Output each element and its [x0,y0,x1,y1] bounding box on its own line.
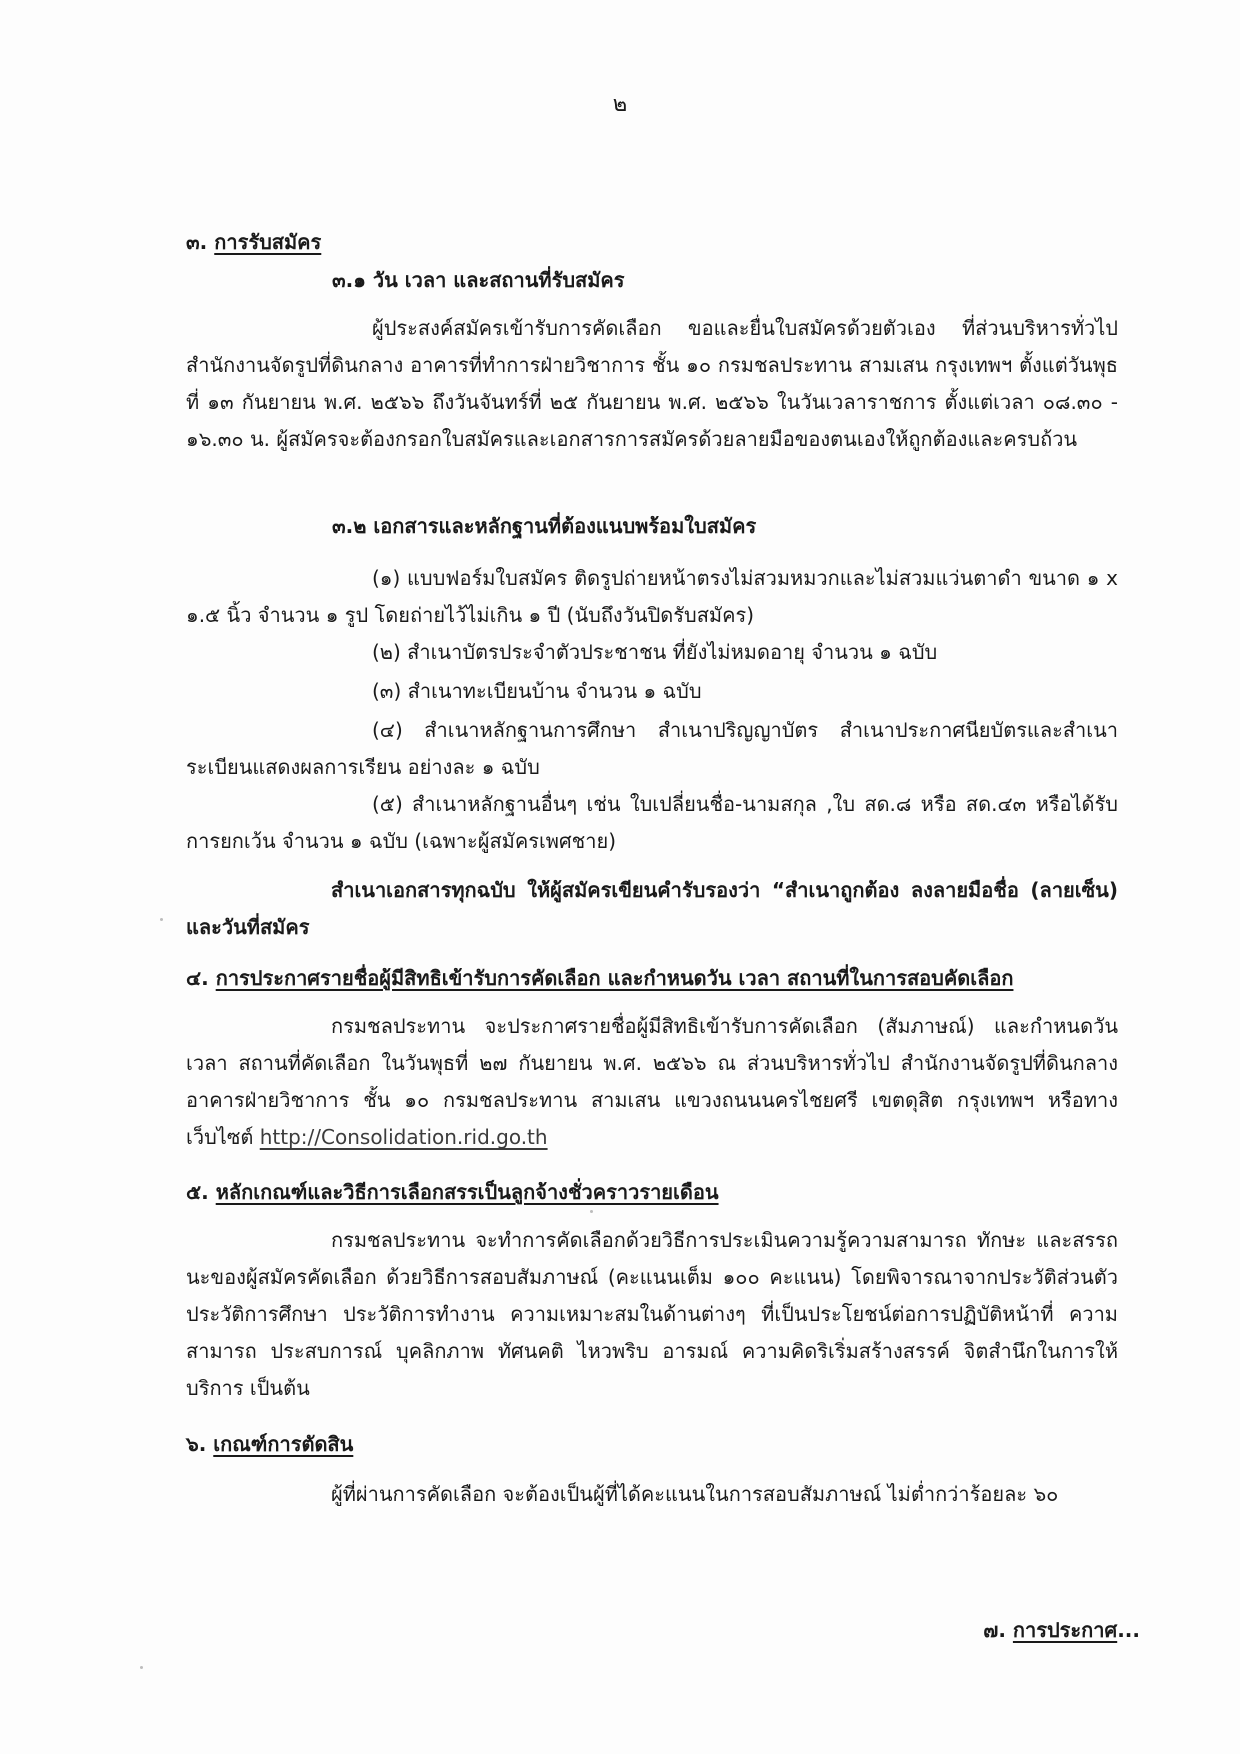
section-5-number: ๕. [186,1180,209,1204]
section-5-body: กรมชลประทาน จะทำการคัดเลือกด้วยวิธีการประเมินความรู้ความสามารถ ทักษะ และสรรถนะของผู้สมัครคัดเลือก ด้วยวิธีการสอบสัมภาษณ์ (คะแนนเต็ม ๑๐๐ คะแนน) โดยพิจารณาจากประวัติส่วนตัว ประวัติการศึกษา ประวัติการทำงาน ความเหมาะสมในด้านต่างๆ ที่เป็นประโยชน์ต่อการปฏิบัติหน้าที่ ความสามารถ ประสบการณ์ บุคลิกภาพ ทัศนคติ ไหวพริบ อารมณ์ ความคิดริเริ่มสร้างสรรค์ จิตสำนึกในการให้บริการ เป็นต้น [186,1228,1119,1400]
section-4-body [186,1008,1118,1156]
scan-speck [160,918,163,921]
doc-item-1: (๑) แบบฟอร์มใบสมัคร ติดรูปถ่ายหน้าตรงไม่สวมหมวกและไม่สวมแว่นตาดำ ขนาด ๑ x ๑.๕ นิ้ว จำนวน ๑ รูป โดยถ่ายไว้ไม่เกิน ๑ ปี (นับถึงวันปิดรับสมัคร) [186,566,1119,627]
section-6-heading [186,1426,686,1463]
scan-speck [590,1210,593,1213]
doc-item-4: (๔) สำเนาหลักฐานการศึกษา สำเนาปริญญาบัตร สำเนาประกาศนียบัตรและสำเนาระเบียนแสดงผลการเรียน อย่างละ ๑ ฉบับ [186,718,1118,779]
section-3-title: การรับสมัคร [214,230,322,254]
continuation-number: ๗. [983,1618,1006,1642]
section-6-title: เกณฑ์การตัดสิน [213,1432,354,1456]
section-3-1-title: ๓.๑ วัน เวลา และสถานที่รับสมัคร [332,268,625,292]
continuation-label: การประกาศ [1012,1618,1118,1642]
continuation-marker [900,1612,1140,1649]
scan-speck [140,1666,143,1669]
section-4-number: ๔. [186,966,209,990]
section-4-text: กรมชลประทาน จะประกาศรายชื่อผู้มีสิทธิเข้ารับการคัดเลือก (สัมภาษณ์) และกำหนดวัน เวลา สถานที่คัดเลือก ในวันพุธที่ ๒๗ กันยายน พ.ศ. ๒๕๖๖ ณ ส่วนบริหารทั่วไป สำนักงานจัดรูปที่ดินกลาง อาคารฝ่ายวิชาการ ชั้น ๑๐ กรมชลประทาน สามเสน แขวงถนนนครไชยศรี เขตดุสิต กรุงเทพฯ หรือทางเว็บไซต์ [186,1014,1118,1149]
doc-item-3: (๓) สำเนาทะเบียนบ้าน จำนวน ๑ ฉบับ [372,679,702,703]
website-link[interactable]: http://Consolidation.rid.go.th [259,1125,548,1149]
section-3-number: ๓. [186,230,208,254]
page-number: ๒ [612,92,628,117]
certify-note: สำเนาเอกสารทุกฉบับ ให้ผู้สมัครเขียนคำรับรองว่า “สำเนาถูกต้อง ลงลายมือชื่อ (ลายเซ็น) และวันที่สมัคร [186,878,1118,939]
section-3-2-title: ๓.๒ เอกสารและหลักฐานที่ต้องแนบพร้อมใบสมัคร [332,514,757,538]
continuation-ellipsis: ... [1117,1618,1140,1642]
doc-item-5: (๕) สำเนาหลักฐานอื่นๆ เช่น ใบเปลี่ยนชื่อ-นามสกุล ,ใบ สด.๘ หรือ สด.๔๓ หรือได้รับการยกเว้น จำนวน ๑ ฉบับ (เฉพาะผู้สมัครเพศชาย) [186,792,1118,853]
section-6-number: ๖. [186,1432,207,1456]
section-3-heading [186,224,586,261]
section-4-title: การประกาศรายชื่อผู้มีสิทธิเข้ารับการคัดเลือก และกำหนดวัน เวลา สถานที่ในการสอบคัดเลือก [215,966,1014,990]
section-5-heading [186,1174,986,1211]
doc-item-2: (๒) สำเนาบัตรประจำตัวประชาชน ที่ยังไม่หมดอายุ จำนวน ๑ ฉบับ [372,640,938,664]
section-6-body: ผู้ที่ผ่านการคัดเลือก จะต้องเป็นผู้ที่ได้คะแนนในการสอบสัมภาษณ์ ไม่ต่ำกว่าร้อยละ ๖๐ [331,1482,1059,1506]
section-3-1-body: ผู้ประสงค์สมัครเข้ารับการคัดเลือก ขอและยื่นใบสมัครด้วยตัวเอง ที่ส่วนบริหารทั่วไป สำนักงานจัดรูปที่ดินกลาง อาคารที่ทำการฝ่ายวิชาการ ชั้น ๑๐ กรมชลประทาน สามเสน กรุงเทพฯ ตั้งแต่วันพุธที่ ๑๓ กันยายน พ.ศ. ๒๕๖๖ ถึงวันจันทร์ที่ ๒๕ กันยายน พ.ศ. ๒๕๖๖ ในวันเวลาราชการ ตั้งแต่เวลา ๐๘.๓๐ - ๑๖.๓๐ น. ผู้สมัครจะต้องกรอกใบสมัครและเอกสารการสมัครด้วยลายมือของตนเองให้ถูกต้องและครบถ้วน [186,316,1118,451]
section-4-heading [186,960,1126,997]
section-5-title: หลักเกณฑ์และวิธีการเลือกสรรเป็นลูกจ้างชั่วคราวรายเดือน [215,1180,719,1204]
